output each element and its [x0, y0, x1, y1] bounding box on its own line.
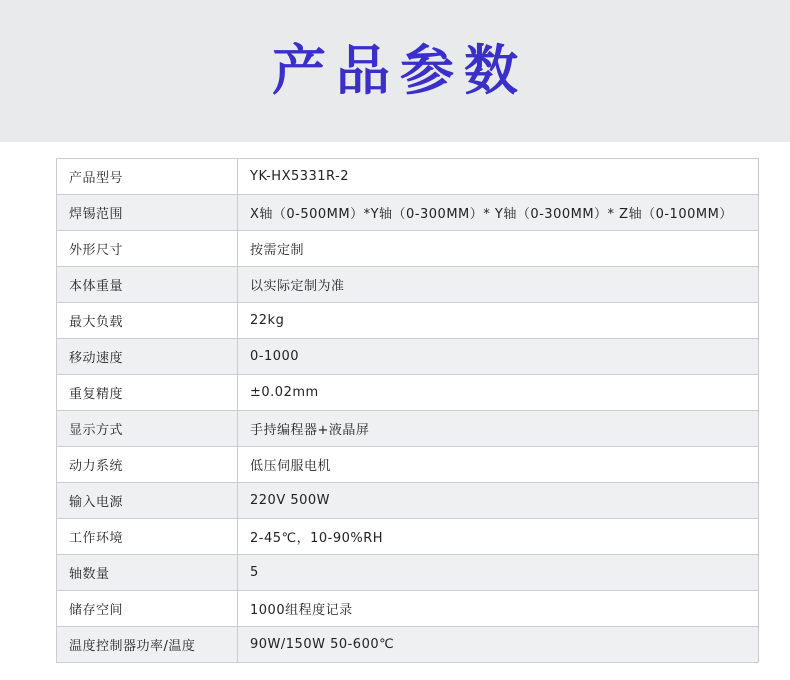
spec-value: 以实际定制为准 [238, 267, 759, 303]
table-row [57, 267, 759, 303]
spec-label: 工作环境 [57, 519, 238, 555]
spec-label: 轴数量 [57, 555, 238, 591]
spec-label: 外形尺寸 [57, 231, 238, 267]
spec-label: 最大负载 [57, 303, 238, 339]
spec-label: 产品型号 [57, 159, 238, 195]
spec-value: 2-45℃，10-90%RH [238, 519, 759, 555]
spec-label: 储存空间 [57, 591, 238, 627]
table-row [57, 519, 759, 555]
spec-value: 0-1000 [238, 339, 759, 375]
spec-label: 输入电源 [57, 483, 238, 519]
spec-table-body [57, 159, 759, 663]
spec-label: 动力系统 [57, 447, 238, 483]
table-row [57, 339, 759, 375]
table-row [57, 159, 759, 195]
spec-value: 按需定制 [238, 231, 759, 267]
spec-value: 1000组程度记录 [238, 591, 759, 627]
spec-label: 移动速度 [57, 339, 238, 375]
spec-value: 90W/150W 50-600℃ [238, 627, 759, 663]
spec-label: 重复精度 [57, 375, 238, 411]
spec-table [56, 158, 759, 663]
spec-value: X轴（0-500MM）*Y轴（0-300MM）* Y轴（0-300MM）* Z轴（0-100MM） [238, 195, 759, 231]
table-row [57, 627, 759, 663]
spec-value: 22kg [238, 303, 759, 339]
spec-value: 220V 500W [238, 483, 759, 519]
spec-label: 本体重量 [57, 267, 238, 303]
spec-value: 5 [238, 555, 759, 591]
spec-table-container [56, 158, 734, 663]
table-row [57, 555, 759, 591]
spec-label: 显示方式 [57, 411, 238, 447]
spec-value: ±0.02mm [238, 375, 759, 411]
spec-value: 手持编程器+液晶屏 [238, 411, 759, 447]
spec-label: 焊锡范围 [57, 195, 238, 231]
page-title: 产品参数 [272, 39, 528, 102]
table-row [57, 447, 759, 483]
spec-value: YK-HX5331R-2 [238, 159, 759, 195]
table-row [57, 195, 759, 231]
spec-label: 温度控制器功率/温度 [57, 627, 238, 663]
table-row [57, 591, 759, 627]
table-row [57, 483, 759, 519]
table-row [57, 303, 759, 339]
spec-value: 低压伺服电机 [238, 447, 759, 483]
table-row [57, 375, 759, 411]
table-row [57, 231, 759, 267]
table-row [57, 411, 759, 447]
